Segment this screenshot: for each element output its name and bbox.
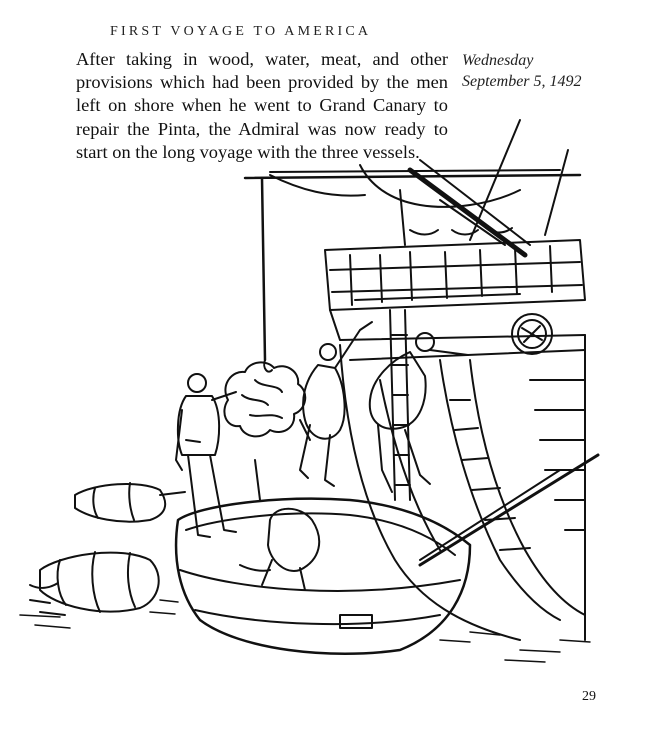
porthole-window <box>512 314 552 354</box>
page-number: 29 <box>582 689 596 704</box>
sailor-bending <box>240 509 319 590</box>
body-paragraph: After taking in wood, water, meat, and other provisions which had been provided by the men left on shore when he went to Grand Canary to repair the Pinta, the Admiral was now ready to start on the long voyage with the three vessels. <box>76 49 448 162</box>
barrel-floating-back <box>75 483 185 522</box>
ship-hull <box>340 335 598 640</box>
ship-stern-castle <box>325 190 585 340</box>
sidenote-date: September 5, 1492 <box>462 73 582 90</box>
sidenote-weekday: Wednesday <box>462 52 534 69</box>
ship-rigging <box>245 120 580 255</box>
hanging-cargo-bundle <box>224 362 310 440</box>
running-head: FIRST VOYAGE TO AMERICA <box>110 24 372 39</box>
barrel-floating-left <box>30 552 159 615</box>
sailor-climbing-left <box>300 322 372 486</box>
crane-rope <box>262 178 272 372</box>
